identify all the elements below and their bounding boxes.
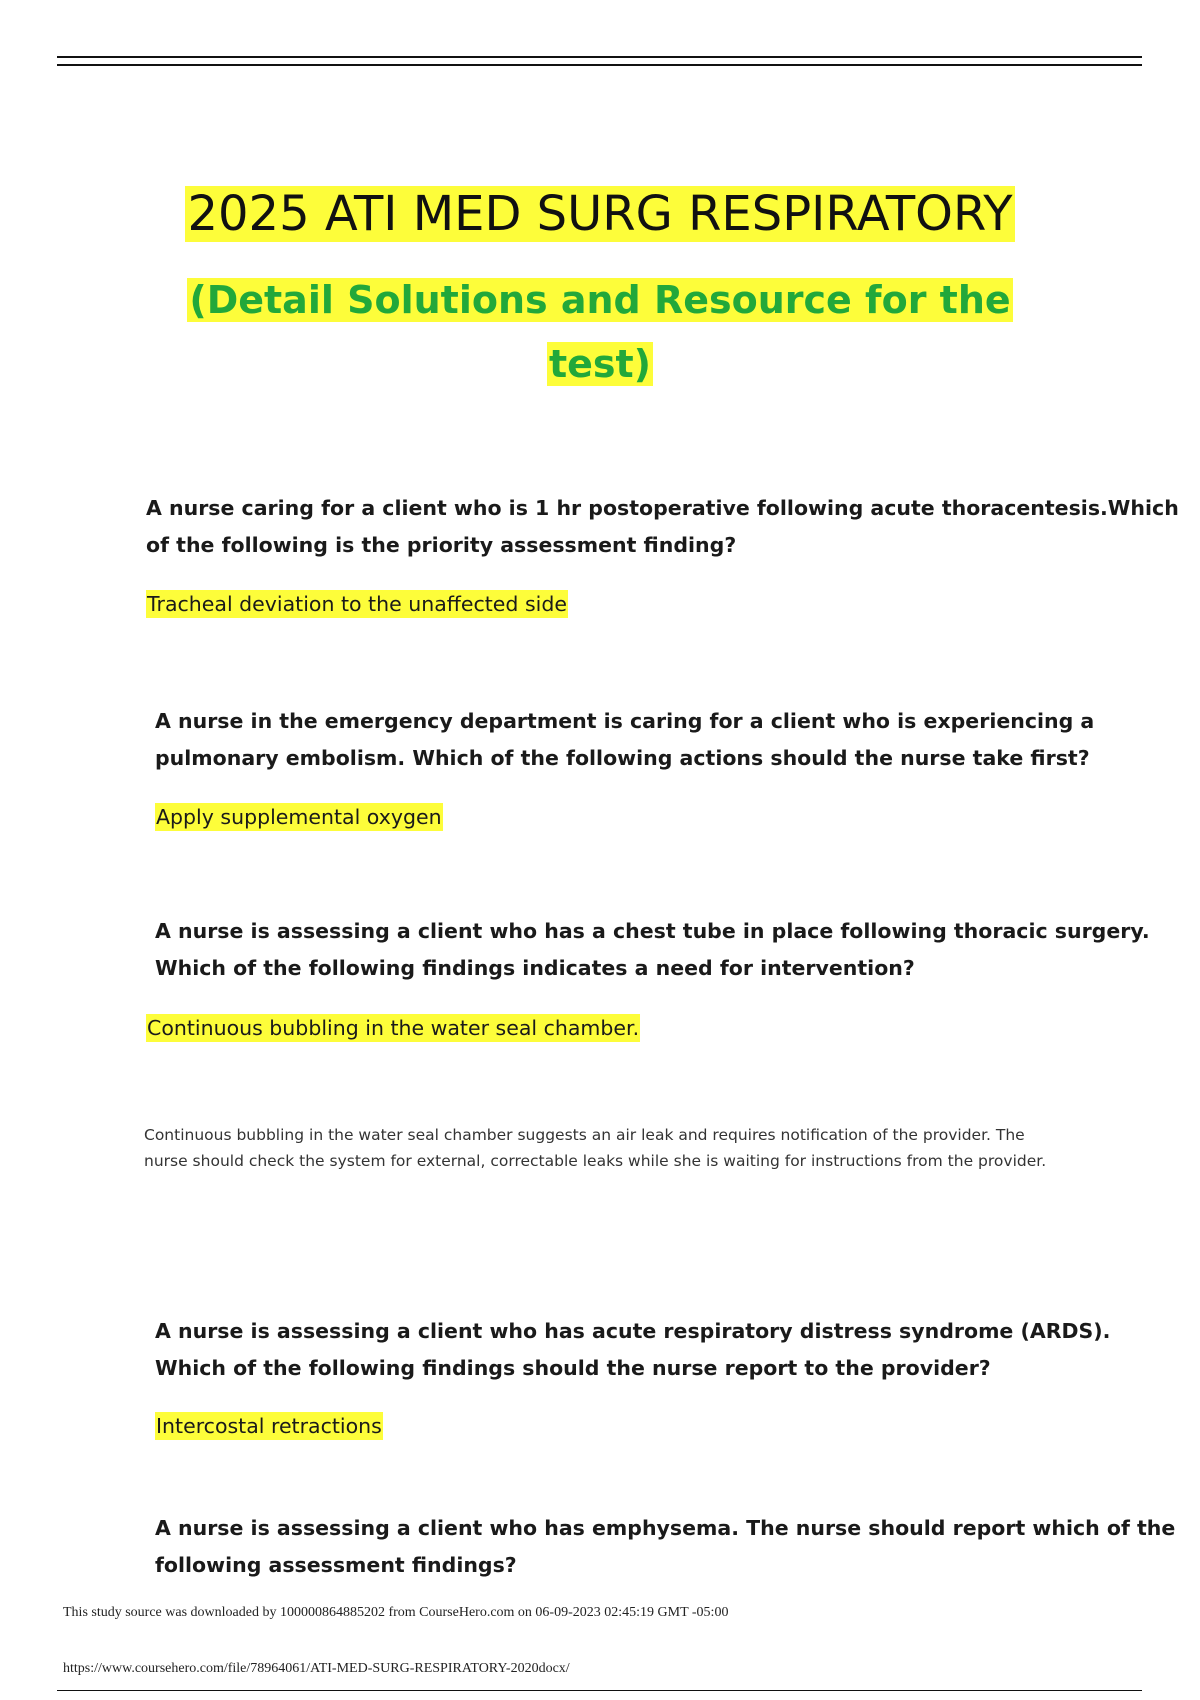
question-5: A nurse is assessing a client who has emphysema. The nurse should report which of the following assessment findings? <box>155 1516 1176 1577</box>
question-1: A nurse caring for a client who is 1 hr postoperative following acute thoracentesis.Which of the following is the priority assessment finding? <box>146 496 1179 557</box>
top-rule-upper <box>57 56 1142 58</box>
bottom-rule <box>57 1690 1142 1691</box>
answer-4: Intercostal retractions <box>156 1414 382 1438</box>
top-rule-lower <box>57 64 1142 66</box>
download-notice: This study source was downloaded by 100000864885202 from CourseHero.com on 06-09-2023 02:45:19 GMT -05:00 <box>63 1605 729 1620</box>
answer-1: Tracheal deviation to the unaffected side <box>147 592 567 616</box>
source-url[interactable]: https://www.coursehero.com/file/78964061/ATI-MED-SURG-RESPIRATORY-2020docx/ <box>63 1661 570 1676</box>
document-title: 2025 ATI MED SURG RESPIRATORY <box>187 186 1013 242</box>
rationale-3: Continuous bubbling in the water seal chamber suggests an air leak and requires notification of the provider. The nurse should check the system for external, correctable leaks while she is waiting for instructions from the provider. <box>144 1126 1047 1170</box>
subtitle-line-1: (Detail Solutions and Resource for the <box>189 278 1011 322</box>
question-2: A nurse in the emergency department is caring for a client who is experiencing a pulmonary embolism. Which of the following actions should the nurse take first? <box>155 709 1095 770</box>
question-3: A nurse is assessing a client who has a chest tube in place following thoracic surgery. Which of the following findings indicates a need for intervention? <box>155 919 1150 980</box>
answer-3: Continuous bubbling in the water seal chamber. <box>147 1016 640 1040</box>
document-subtitle <box>0 268 1200 396</box>
answer-2: Apply supplemental oxygen <box>156 805 442 829</box>
subtitle-line-2: test) <box>548 342 652 386</box>
question-4: A nurse is assessing a client who has acute respiratory distress syndrome (ARDS). Which of the following findings should the nurse report to the provider? <box>155 1319 1111 1380</box>
